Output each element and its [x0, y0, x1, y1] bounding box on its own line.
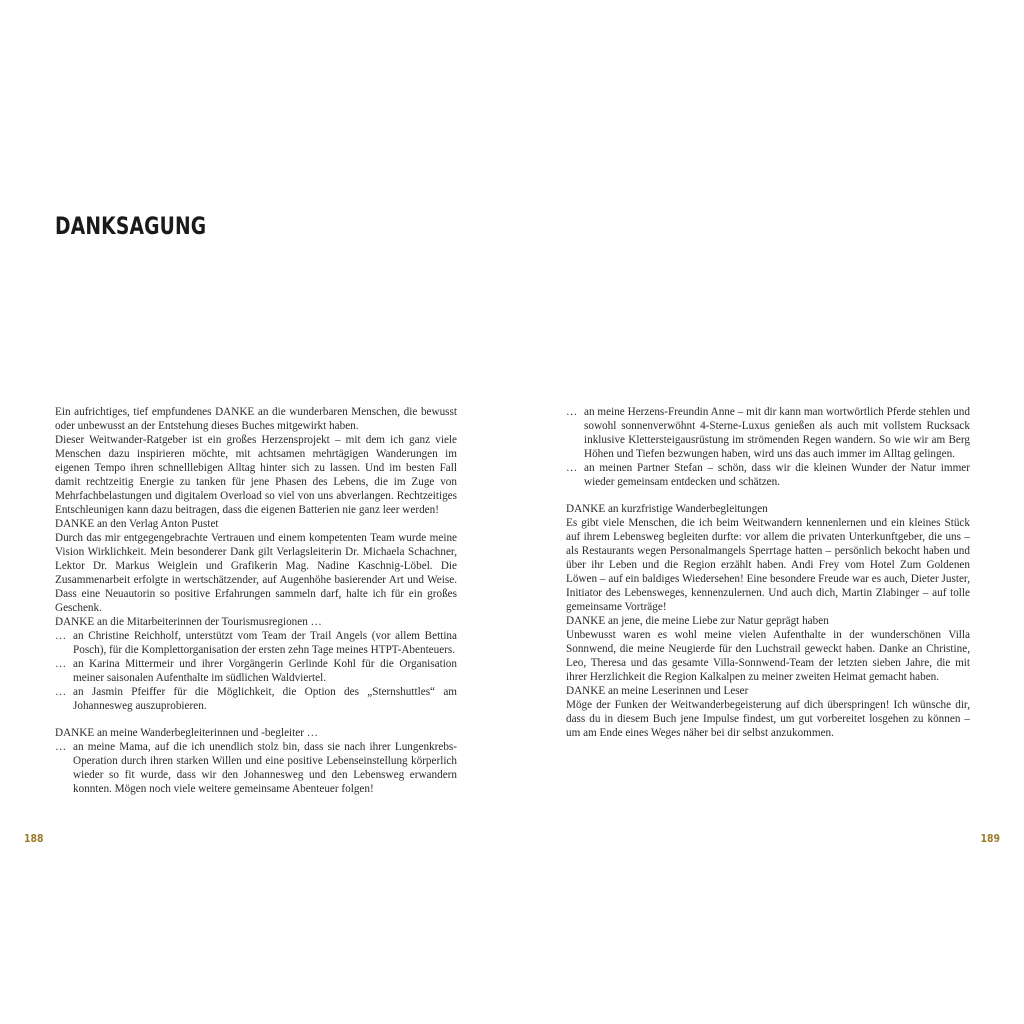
- intro-paragraph: Ein aufrichtiges, tief empfundenes DANKE an die wunderbaren Menschen, die bewusst oder unbewusst an der Entstehung dieses Buches mitgewirkt haben.: [55, 406, 457, 432]
- list-item: [55, 629, 457, 657]
- ellipsis-marker: …: [55, 741, 67, 753]
- ellipsis-marker: …: [55, 658, 67, 670]
- list-item: [55, 657, 457, 685]
- section-heading-leser: DANKE an meine Leserinnen und Leser: [566, 685, 749, 697]
- right-column: [566, 405, 970, 740]
- list-item-text: an Jasmin Pfeiffer für die Möglichkeit, die Option des „Sternshuttles“ am Johannesweg auszuprobieren.: [73, 686, 457, 712]
- intro-paragraph-2: Dieser Weitwander-Ratgeber ist ein großes Herzensprojekt – mit dem ich ganz viele Menschen dazu inspirieren möchte, mit achtsamen mehrtägigen Wanderungen im eigenen Tempo ihren schnelllebigen Alltag hinter sich zu lassen. Und im besten Fall damit rechtzeitig Energie zu tanken für jene Phasen des Lebens, die im Zuge von Mehrfachbelastungen und digitalem Overload so viel von uns abverlangen. Rechtzeitiges Entschleunigen kann dazu beitragen, dass die eigenen Batterien nie ganz leer werden!: [55, 434, 457, 516]
- list-item: [55, 740, 457, 796]
- section-text-verlag: Durch das mir entgegengebrachte Vertrauen und einem kompetenten Team wurde meine Vision Wirklichkeit. Mein besonderer Dank gilt Verlagsleiterin Dr. Michaela Schachner, Lektor Dr. Markus Weiglein und Grafikerin Mag. Nadine Kaschnig-Löbel. Die Zusammenarbeit erfolgte in wertschätzender, auf Augenhöhe basierender Art und Weise. Dass eine Neuautorin so positive Erfahrungen sammeln darf, halte ich für ein großes Geschenk.: [55, 532, 457, 614]
- list-item: [566, 461, 970, 489]
- section-heading-kurzfristig: DANKE an kurzfristige Wanderbegleitungen: [566, 503, 768, 515]
- ellipsis-marker: …: [566, 462, 578, 474]
- list-item-text: an meinen Partner Stefan – schön, dass wir die kleinen Wunder der Natur immer wieder gemeinsam entdecken und schätzen.: [584, 462, 970, 488]
- section-heading-begleiter: DANKE an meine Wanderbegleiterinnen und -begleiter …: [55, 727, 318, 739]
- page-number-left: 188: [24, 832, 44, 845]
- list-item-text: an meine Mama, auf die ich unendlich stolz bin, dass sie nach ihrer Lungenkrebs-Operation durch ihren starken Willen und eine positive Lebenseinstellung körperlich wieder so fit wurde, dass wir den Johannesweg und den Lebensweg erwandern konnten. Mögen noch viele weitere gemeinsame Abenteuer folgen!: [73, 741, 457, 795]
- ellipsis-marker: …: [566, 406, 578, 418]
- section-heading-natur: DANKE an jene, die meine Liebe zur Natur geprägt haben: [566, 615, 829, 627]
- list-item: [566, 405, 970, 461]
- page-title: DANKSAGUNG: [55, 212, 207, 240]
- list-item-text: an Karina Mittermeir und ihrer Vorgängerin Gerlinde Kohl für die Organisation meiner saisonalen Aufenthalte im südlichen Waldviertel.: [73, 658, 457, 684]
- section-heading-verlag: DANKE an den Verlag Anton Pustet: [55, 518, 219, 530]
- left-column: [55, 405, 457, 796]
- section-text-natur: Unbewusst waren es wohl meine vielen Aufenthalte in der wunderschönen Villa Sonnwend, die meine Neugierde für den Luchstrail geweckt haben. Danke an Christine, Leo, Theresa und das gesamte Villa-Sonnwend-Team der letzten sieben Jahre, die mit ihrer Herzlichkeit die Region Kalkalpen zu meiner zweiten Heimat gemacht haben.: [566, 629, 970, 683]
- section-text-kurzfristig: Es gibt viele Menschen, die ich beim Weitwandern kennenlernen und ein kleines Stück auf ihrem Lebensweg begleiten durfte: vor allem die privaten Unterkunftgeber, die uns – als Restaurants wegen Personalmangels Sperrtage hatten – persönlich bekocht haben und über ihr Leben und die Region erzählt haben. Andi Frey vom Hotel Zum Goldenen Löwen – auf ein baldiges Wiedersehen! Eine besondere Freude war es auch, Dieter Juster, Initiator des Lebensweges, kennenzulernen. Und auch dich, Martin Zlabinger – auf tolle gemeinsame Vorträge!: [566, 517, 970, 613]
- ellipsis-marker: …: [55, 686, 67, 698]
- ellipsis-marker: …: [55, 630, 67, 642]
- list-item-text: an meine Herzens-Freundin Anne – mit dir kann man wortwörtlich Pferde stehlen und sowohl sonnenverwöhnt 4-Sterne-Luxus genießen als auch mit vollstem Rucksack inklusive Klettersteigausrüstung im strömenden Regen wandern. So wie wir am Berg Höhen und Tiefen bezwungen haben, wird uns das auch immer im Alltag gelingen.: [584, 406, 970, 460]
- page-number-right: 189: [980, 832, 1000, 845]
- list-item-text: an Christine Reichholf, unterstützt vom Team der Trail Angels (vor allem Bettina Posch), für die Komplettorganisation der ersten zehn Tage meines HTPT-Abenteuers.: [73, 630, 457, 656]
- list-item: [55, 685, 457, 713]
- section-text-leser: Möge der Funken der Weitwanderbegeisterung auf dich überspringen! Ich wünsche dir, dass du in diesem Buch jene Impulse findest, um gut vorbereitet losgehen zu können – um am Ende eines Weges näher bei dir selbst anzukommen.: [566, 699, 970, 739]
- section-heading-tourismus: DANKE an die Mitarbeiterinnen der Tourismusregionen …: [55, 616, 322, 628]
